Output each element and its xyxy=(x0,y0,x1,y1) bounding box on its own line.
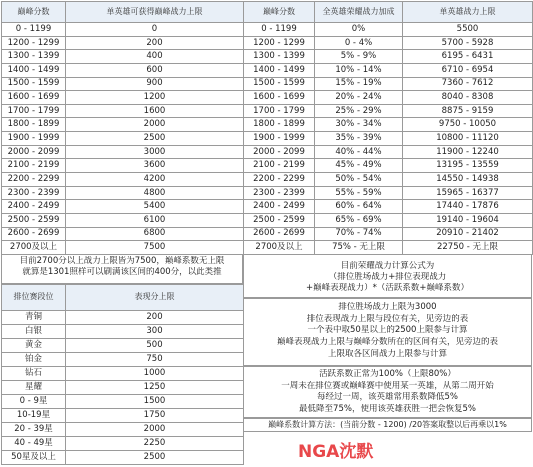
table-row xyxy=(2,50,244,64)
table-cell: 1500 - 1599 xyxy=(2,77,66,91)
table-row xyxy=(244,145,533,159)
table-cell: 65% - 69% xyxy=(315,213,403,227)
table-row xyxy=(2,200,244,214)
table-cell: 15965 - 16377 xyxy=(403,186,533,200)
glory-power-bonus-table xyxy=(243,1,533,255)
table-row xyxy=(244,63,533,77)
table-cell: 20910 - 21402 xyxy=(403,227,533,241)
table-row xyxy=(244,36,533,50)
table-cell: 1500 xyxy=(66,395,244,409)
table-row xyxy=(2,241,244,255)
table-cell: 1600 xyxy=(66,104,244,118)
column-header: 巅峰分数 xyxy=(2,2,66,23)
table-cell: 2200 - 2299 xyxy=(244,173,315,187)
table-cell: 300 xyxy=(66,325,244,339)
table-cell: 钻石 xyxy=(2,367,66,381)
table-cell: 400 xyxy=(66,50,244,64)
column-header: 全英雄荣耀战力加成 xyxy=(315,2,403,23)
table-cell: 14550 - 14938 xyxy=(403,173,533,187)
table-cell: 8040 - 8308 xyxy=(403,91,533,105)
active-note-line: 一周未在排位赛或巅峰赛中使用某一英雄，从第二周开始 xyxy=(281,380,494,391)
peak-power-cap-table xyxy=(1,1,244,255)
table-cell: 0 - 9星 xyxy=(2,395,66,409)
cap-note-line: 就算是1301照样可以刷满该区间的400分，以此类推 xyxy=(22,267,222,278)
rank-note-line: 一个表中取50星以上的2500上限参与计算 xyxy=(307,325,468,336)
formula-box xyxy=(243,254,532,298)
table-cell: 8875 - 9159 xyxy=(403,104,533,118)
table-cell: 200 xyxy=(66,36,244,50)
table-row xyxy=(244,159,533,173)
table-cell: 1600 - 1699 xyxy=(2,91,66,105)
table-row xyxy=(2,367,244,381)
table-cell: 40 - 49星 xyxy=(2,437,66,451)
formula-line: 目前荣耀战力计算公式为 xyxy=(340,261,435,271)
table-row xyxy=(2,339,244,353)
table-cell: 70% - 74% xyxy=(315,227,403,241)
table-cell: 45% - 49% xyxy=(315,159,403,173)
table-cell: 1500 - 1599 xyxy=(244,77,315,91)
peak-coefficient-note xyxy=(243,418,532,432)
table-row xyxy=(2,104,244,118)
table-cell: 1000 xyxy=(66,367,244,381)
formula-line: （排位胜场战力+排位表现战力 xyxy=(328,272,447,283)
table-cell: 750 xyxy=(66,353,244,367)
table-cell: 15% - 19% xyxy=(315,77,403,91)
table-cell: 4200 xyxy=(66,173,244,187)
table-row xyxy=(2,77,244,91)
table-cell: 10-19星 xyxy=(2,409,66,423)
table-cell: 2250 xyxy=(66,437,244,451)
rank-performance-cap-table xyxy=(1,284,244,465)
table-cell: 500 xyxy=(66,339,244,353)
table-cell: 1900 - 1999 xyxy=(2,132,66,146)
table-cell: 1300 - 1399 xyxy=(244,50,315,64)
table-row xyxy=(244,23,533,37)
table-row xyxy=(2,159,244,173)
table-row xyxy=(244,77,533,91)
table-cell: 75% - 无上限 xyxy=(315,241,403,255)
table-cell: 1750 xyxy=(66,409,244,423)
active-note-line: 最低降至75%，使用该英雄获胜一把会恢复5% xyxy=(299,404,476,415)
table-cell: 黄金 xyxy=(2,339,66,353)
header-row xyxy=(2,2,244,23)
table-row xyxy=(2,63,244,77)
rank-note-line: 上限取各区间战力上限参与计算 xyxy=(327,348,447,359)
table-row xyxy=(2,227,244,241)
column-header: 巅峰分数 xyxy=(244,2,315,23)
table-cell: 25% - 29% xyxy=(315,104,403,118)
table-row xyxy=(2,23,244,37)
table-cell: 35% - 39% xyxy=(315,132,403,146)
table-row xyxy=(244,241,533,255)
table-cell: 200 xyxy=(66,311,244,325)
table-cell: 0 - 1199 xyxy=(2,23,66,37)
rank-notes-box xyxy=(243,298,532,366)
formula-line: +巅峰表现战力）*（活跃系数+巅峰系数） xyxy=(306,283,469,294)
table-row xyxy=(244,132,533,146)
table-cell: 20% - 24% xyxy=(315,91,403,105)
table-cell: 50% - 54% xyxy=(315,173,403,187)
table-cell: 13195 - 13559 xyxy=(403,159,533,173)
table-cell: 40% - 44% xyxy=(315,145,403,159)
table-cell: 白银 xyxy=(2,325,66,339)
table-cell: 2400 - 2499 xyxy=(244,200,315,214)
table-cell: 900 xyxy=(66,77,244,91)
active-notes-box xyxy=(243,366,532,418)
table-row xyxy=(2,311,244,325)
column-header: 排位赛段位 xyxy=(2,285,66,311)
table-cell: 2100 - 2199 xyxy=(244,159,315,173)
table-row xyxy=(244,173,533,187)
table-row xyxy=(244,227,533,241)
rank-note-line: 排位胜场战力上限为3000 xyxy=(338,302,437,312)
nga-watermark: NGA沈默 xyxy=(298,442,374,462)
table-cell: 2000 - 2099 xyxy=(2,145,66,159)
table-cell: 5700 - 5928 xyxy=(403,36,533,50)
table-row xyxy=(2,173,244,187)
active-note-line: 每经过一周，该英雄常用系数降低5% xyxy=(317,392,458,403)
table-cell: 1200 - 1299 xyxy=(2,36,66,50)
table-cell: 10% - 14% xyxy=(315,63,403,77)
table-cell: 1200 xyxy=(66,91,244,105)
table-cell: 10800 - 11120 xyxy=(403,132,533,146)
table-row xyxy=(2,91,244,105)
table-cell: 1800 - 1899 xyxy=(2,118,66,132)
table-row xyxy=(2,395,244,409)
table-cell: 1800 - 1899 xyxy=(244,118,315,132)
table-cell: 1300 - 1399 xyxy=(2,50,66,64)
table-cell: 20 - 39星 xyxy=(2,423,66,437)
table-cell: 2600 - 2699 xyxy=(244,227,315,241)
table-row xyxy=(244,200,533,214)
table-cell: 2000 xyxy=(66,118,244,132)
table-row xyxy=(2,437,244,451)
table-cell: 星耀 xyxy=(2,381,66,395)
table-row xyxy=(2,145,244,159)
table-cell: 2600 - 2699 xyxy=(2,227,66,241)
table-cell: 2200 - 2299 xyxy=(2,173,66,187)
table-cell: 1600 - 1699 xyxy=(244,91,315,105)
table-cell: 2700及以上 xyxy=(2,241,66,255)
table-row xyxy=(244,186,533,200)
column-header: 单英雄战力上限 xyxy=(403,2,533,23)
table-row xyxy=(244,118,533,132)
table-row xyxy=(2,118,244,132)
table-row xyxy=(244,213,533,227)
table-cell: 2300 - 2399 xyxy=(244,186,315,200)
table-row xyxy=(2,353,244,367)
table-cell: 600 xyxy=(66,63,244,77)
table-row xyxy=(2,132,244,146)
table-cell: 青铜 xyxy=(2,311,66,325)
table-cell: 2500 xyxy=(66,132,244,146)
table-cell: 4800 xyxy=(66,186,244,200)
table-cell: 5% - 9% xyxy=(315,50,403,64)
table-cell: 2500 - 2599 xyxy=(244,213,315,227)
table-cell: 3600 xyxy=(66,159,244,173)
table-cell: 1250 xyxy=(66,381,244,395)
table-cell: 铂金 xyxy=(2,353,66,367)
table-cell: 5500 xyxy=(403,23,533,37)
table-row xyxy=(244,50,533,64)
table-cell: 1400 - 1499 xyxy=(2,63,66,77)
table-cell: 6100 xyxy=(66,213,244,227)
table-cell: 1400 - 1499 xyxy=(244,63,315,77)
table-cell: 5400 xyxy=(66,200,244,214)
table-cell: 55% - 59% xyxy=(315,186,403,200)
table-row xyxy=(2,423,244,437)
table-cell: 22750 - 无上限 xyxy=(403,241,533,255)
table-cell: 6710 - 6954 xyxy=(403,63,533,77)
table-cell: 1700 - 1799 xyxy=(244,104,315,118)
table-cell: 50星及以上 xyxy=(2,451,66,465)
table-cell: 1900 - 1999 xyxy=(244,132,315,146)
table-row xyxy=(2,36,244,50)
column-header: 表现分上限 xyxy=(66,285,244,311)
cap-note-box xyxy=(1,254,243,284)
cap-note-line: 目前2700分以上战力上限皆为7500，巅峰系数无上限 xyxy=(19,256,225,266)
rank-note-line: 巅峰表现战力上限与巅峰分数所在的区间有关，见旁边的表 xyxy=(276,337,498,348)
table-cell: 0 - 1199 xyxy=(244,23,315,37)
active-note-line: 活跃系数正常为100%（上限80%） xyxy=(319,369,456,379)
header-row xyxy=(2,285,244,311)
rank-note-line: 排位表现战力上限与段位有关，见旁边的表 xyxy=(306,313,469,324)
table-cell: 2000 xyxy=(66,423,244,437)
table-cell: 2300 - 2399 xyxy=(2,186,66,200)
table-row xyxy=(244,104,533,118)
table-cell: 0 xyxy=(66,23,244,37)
table-cell: 6195 - 6431 xyxy=(403,50,533,64)
column-header: 单英雄可获得巅峰战力上限 xyxy=(66,2,244,23)
table-cell: 7360 - 7612 xyxy=(403,77,533,91)
table-cell: 6800 xyxy=(66,227,244,241)
table-cell: 2400 - 2499 xyxy=(2,200,66,214)
peak-note-text: 巅峰系数计算方法：(当前分数 - 1200) /20答案取整以后再乘以1% xyxy=(268,420,507,429)
table-cell: 19140 - 19604 xyxy=(403,213,533,227)
table-row xyxy=(2,213,244,227)
table-row xyxy=(2,325,244,339)
table-cell: 30% - 34% xyxy=(315,118,403,132)
table-row xyxy=(2,451,244,465)
table-cell: 9750 - 10050 xyxy=(403,118,533,132)
table-row xyxy=(2,409,244,423)
table-cell: 7500 xyxy=(66,241,244,255)
table-cell: 0% xyxy=(315,23,403,37)
table-cell: 2500 xyxy=(66,451,244,465)
table-row xyxy=(2,381,244,395)
table-cell: 60% - 64% xyxy=(315,200,403,214)
table-cell: 11900 - 12240 xyxy=(403,145,533,159)
table-cell: 2700及以上 xyxy=(244,241,315,255)
table-cell: 1700 - 1799 xyxy=(2,104,66,118)
header-row xyxy=(244,2,533,23)
table-row xyxy=(2,186,244,200)
table-cell: 2000 - 2099 xyxy=(244,145,315,159)
table-cell: 3000 xyxy=(66,145,244,159)
table-cell: 0 - 4% xyxy=(315,36,403,50)
table-row xyxy=(244,91,533,105)
table-cell: 1200 - 1299 xyxy=(244,36,315,50)
table-cell: 17440 - 17876 xyxy=(403,200,533,214)
table-cell: 2100 - 2199 xyxy=(2,159,66,173)
table-cell: 2500 - 2599 xyxy=(2,213,66,227)
